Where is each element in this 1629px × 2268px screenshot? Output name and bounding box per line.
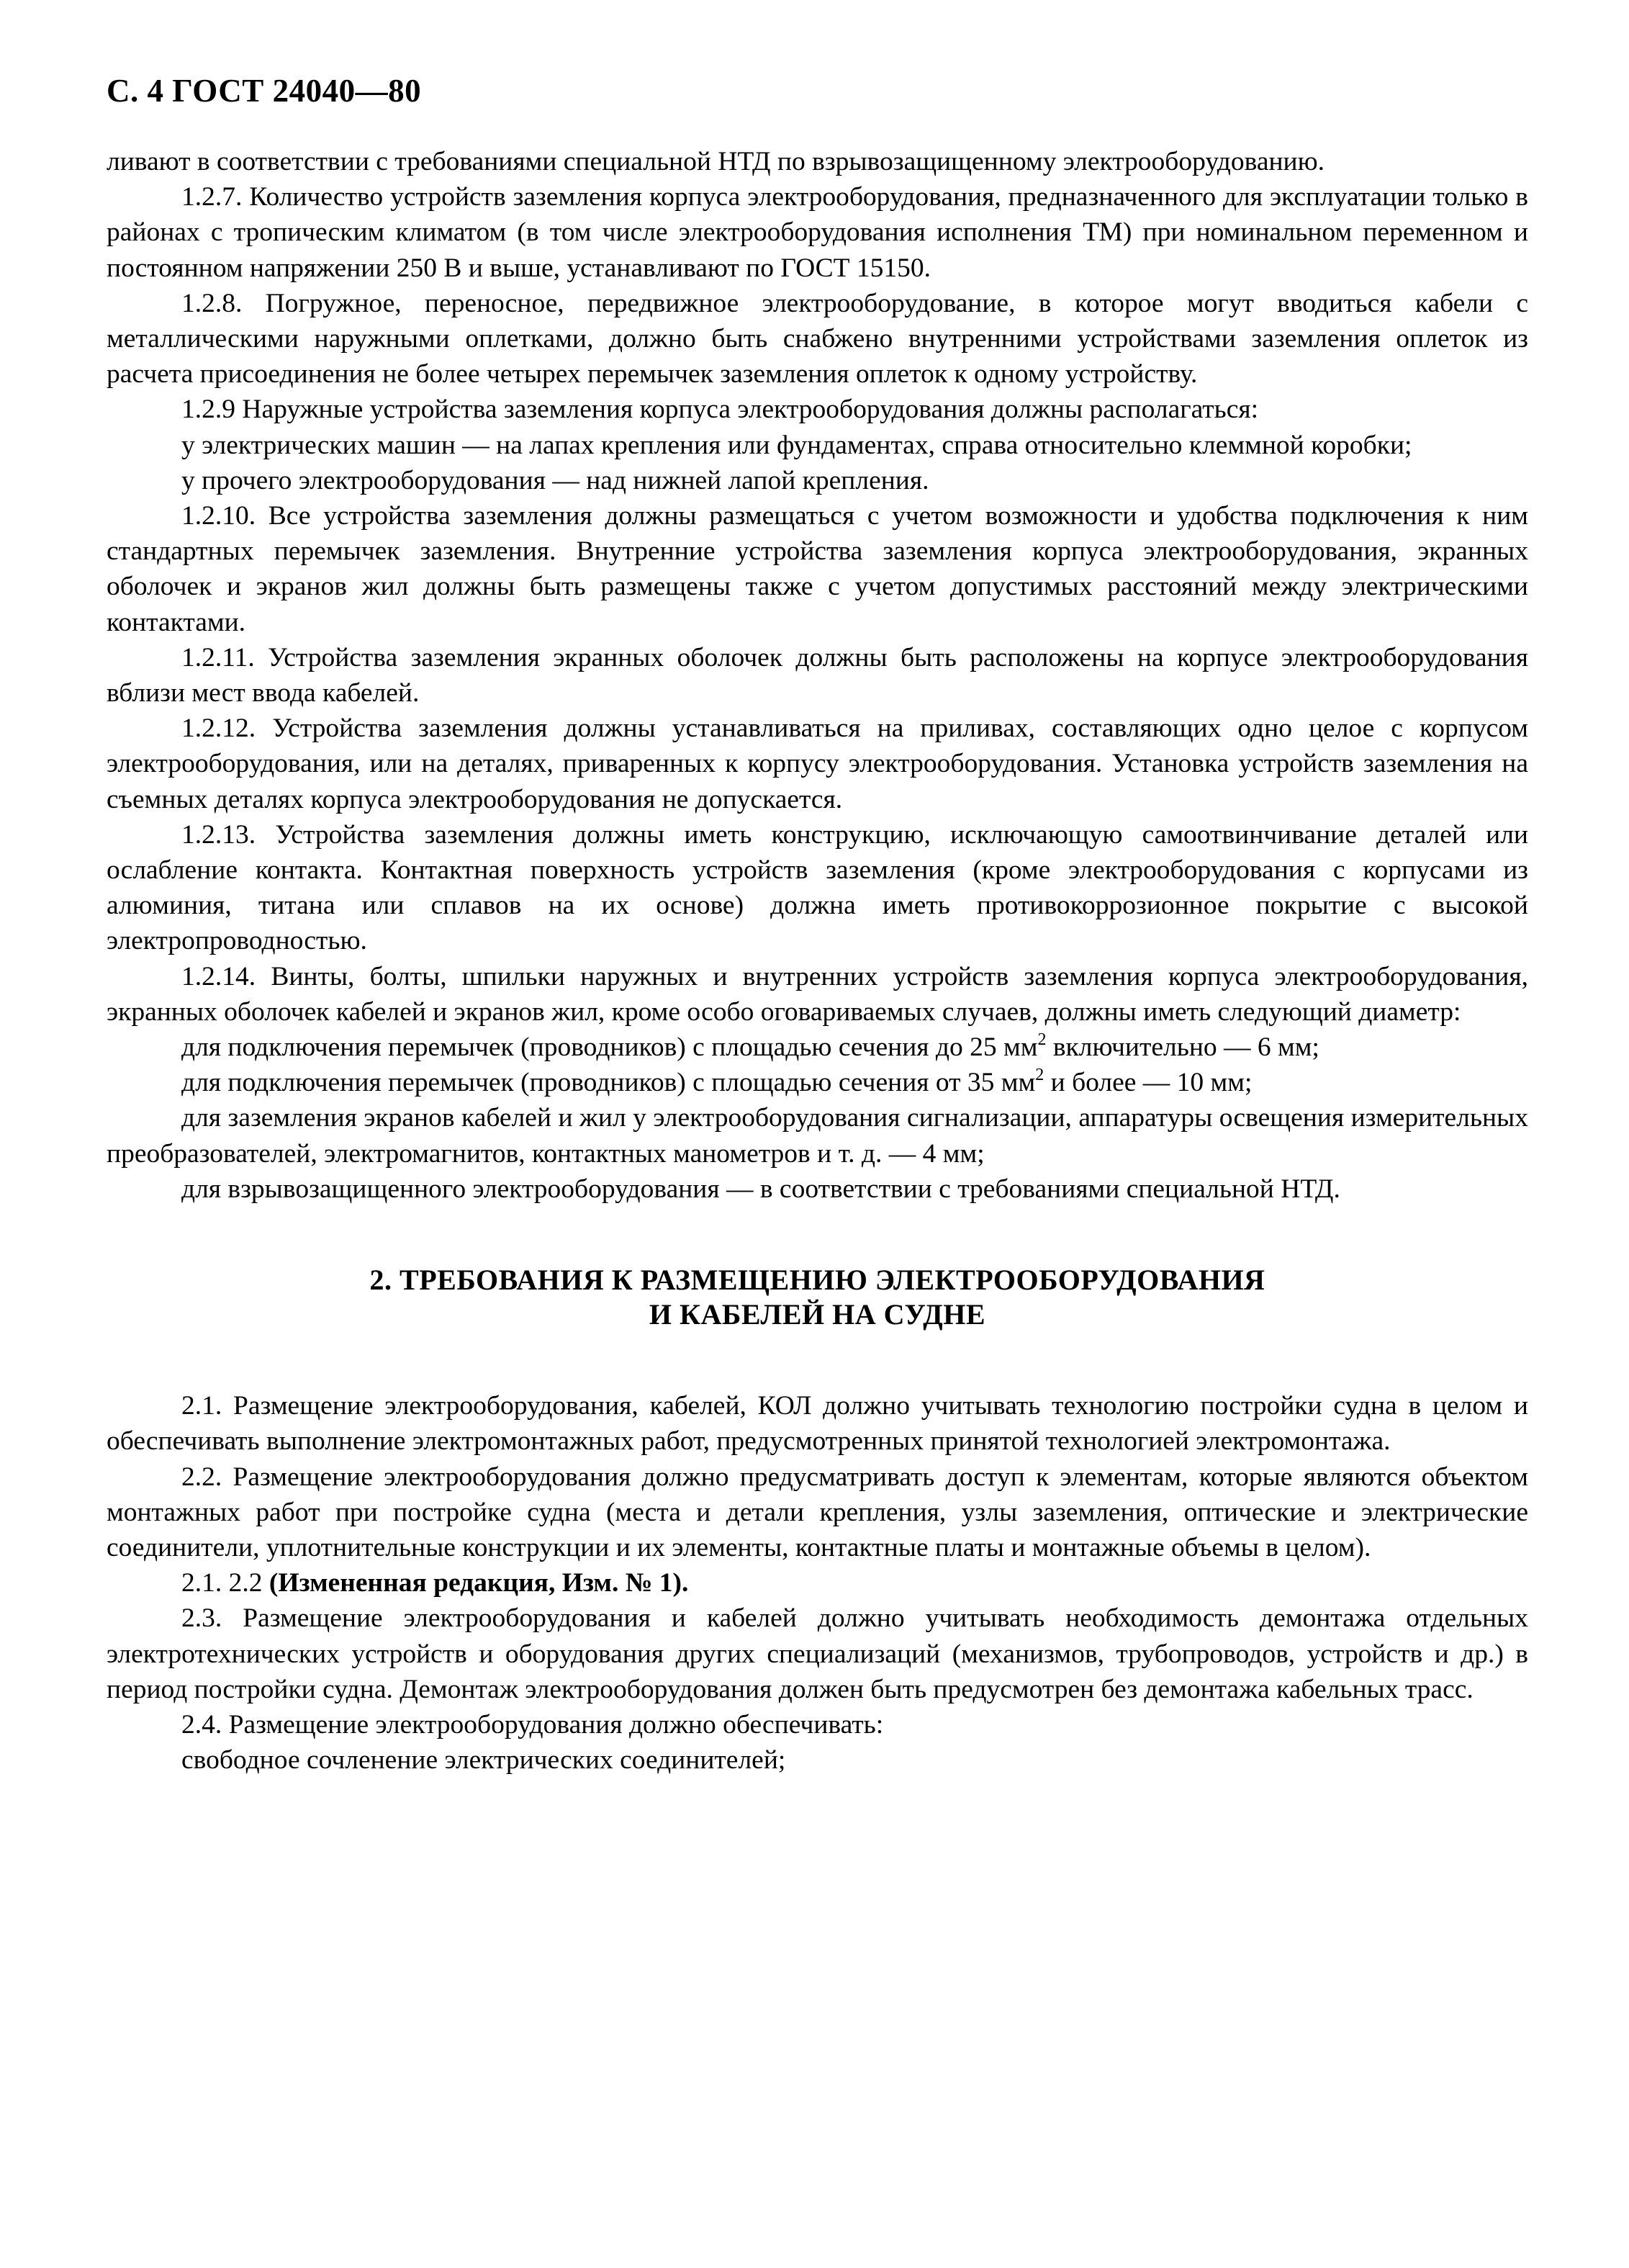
section-heading — [107, 1263, 1528, 1332]
paragraph-1-2-13: 1.2.13. Устройства заземления должны иметь конструкцию, исключающую самоотвинчивание деталей или ослабление контакта. Контактная поверхность устройств заземления (кроме электрооборудования с корпусами из алюминия, титана или сплавов на их основе) должна иметь противокоррозионное покрытие с высокой электропроводностью. — [107, 819, 1528, 956]
paragraph-1-2-9: 1.2.9 Наружные устройства заземления корпуса электрооборудования должны располагаться: — [181, 395, 1259, 425]
paragraph-1-2-10: 1.2.10. Все устройства заземления должны размещаться с учетом возможности и удобства подключения к ним стандартных перемычек заземления. Внутренние устройства заземления корпуса электрооборудования, экранных оболочек и экранов жил должны быть размещены также с учетом допустимых расстояний между электрическими контактами. — [107, 501, 1528, 637]
section-heading-line-1: 2. ТРЕБОВАНИЯ К РАЗМЕЩЕНИЮ ЭЛЕКТРООБОРУДОВАНИЯ — [369, 1264, 1265, 1297]
paragraph-1-2-8: 1.2.8. Погружное, переносное, передвижное электрооборудование, в которое могут вводиться кабели с металлическими наружными оплетками, должно быть снабжено внутренними устройствами заземления оплеток из расчета присоединения не более четырех перемычек заземления оплеток к одному устройству. — [107, 288, 1528, 390]
superscript-2: 2 — [1035, 1066, 1044, 1085]
paragraph-2-1: 2.1. Размещение электрооборудования, кабелей, КОЛ должно учитывать технологию постройки судна в целом и обеспечивать выполнение электромонтажных работ, предусмотренных принятой технологией электромонтажа. — [107, 1391, 1528, 1457]
paragraph-2-2: 2.2. Размещение электрооборудования должно предусматривать доступ к элементам, которые являются объектом монтажных работ при постройке судна (места и детали крепления, узлы заземления, оптические и электрические соединители, уплотнительные конструкции и их элементы, контактные платы и монтажные объемы в целом). — [107, 1462, 1528, 1562]
paragraph-1-2-12: 1.2.12. Устройства заземления должны устанавливаться на приливах, составляющих одно целое с корпусом электрооборудования, или на деталях, приваренных к корпусу электрооборудования. Установка устройств заземления на съемных деталях корпуса электрооборудования не допускается. — [107, 714, 1528, 814]
paragraph-2-4: 2.4. Размещение электрооборудования должно обеспечивать: — [181, 1709, 884, 1740]
paragraph-1-2-14-a: для подключения перемычек (проводников) с площадью сечения до 25 $мм^2$ включительно — 6 мм; — [181, 1030, 1319, 1063]
edition-note-prefix: 2.1. 2.2 — [181, 1568, 263, 1598]
paragraph-1-2-14-d: для взрывозащищенного электрооборудования — в соответствии с требованиями специальной НТД. — [181, 1174, 1340, 1204]
page-header: С. 4 ГОСТ 24040—80 — [107, 73, 422, 109]
paragraph-1-2-11: 1.2.11. Устройства заземления экранных оболочек должны быть расположены на корпусе электрооборудования вблизи мест ввода кабелей. — [107, 642, 1528, 708]
paragraph-1-2-7: 1.2.7. Количество устройств заземления корпуса электрооборудования, предназначенного для эксплуатации только в районах с тропическим климатом (в том числе электрооборудования исполнения ТМ) при номинальном переменном и постоянном напряжении 250 В и выше, устанавливают по ГОСТ 15150. — [107, 182, 1528, 283]
section-heading-line-2: И КАБЕЛЕЙ НА СУДНЕ — [649, 1298, 986, 1331]
document-body — [107, 144, 1528, 1778]
superscript-2: 2 — [1037, 1030, 1047, 1050]
paragraph-1-2-14: 1.2.14. Винты, болты, шпильки наружных и внутренних устройств заземления корпуса электрооборудования, экранных оболочек кабелей и экранов жил, кроме особо оговариваемых случаев, должны иметь следующий диаметр: — [107, 961, 1528, 1027]
edition-note — [107, 1565, 1528, 1601]
paragraph-1-2-14-b: для подключения перемычек (проводников) с площадью сечения от 35 $мм^2$ и более — 10 мм; — [181, 1066, 1253, 1098]
paragraph-2-3: 2.3. Размещение электрооборудования и кабелей должно учитывать необходимость демонтажа отдельных электротехнических устройств и оборудования других специализаций (механизмов, трубопроводов, устройств и др.) в период постройки судна. Демонтаж электрооборудования должен быть предусмотрен без демонтажа кабельных трасс. — [107, 1603, 1528, 1704]
paragraph-1-2-9-b: у прочего электрооборудования — над нижней лапой крепления. — [181, 465, 929, 495]
paragraph-cont: ливают в соответствии с требованиями специальной НТД по взрывозащищенному электрооборудованию. — [107, 147, 1325, 176]
paragraph-2-4-a: свободное сочленение электрических соединителей; — [181, 1745, 786, 1776]
edition-note-bold: (Измененная редакция, Изм. № 1). — [269, 1568, 689, 1598]
paragraph-1-2-9-a: у электрических машин — на лапах крепления или фундаментах, справа относительно клеммной коробки; — [181, 430, 1412, 460]
paragraph-1-2-14-c: для заземления экранов кабелей и жил у электрооборудования сигнализации, аппаратуры освещения измерительных преобразователей, электромагнитов, контактных манометров и т. д. — 4 мм; — [107, 1103, 1528, 1169]
